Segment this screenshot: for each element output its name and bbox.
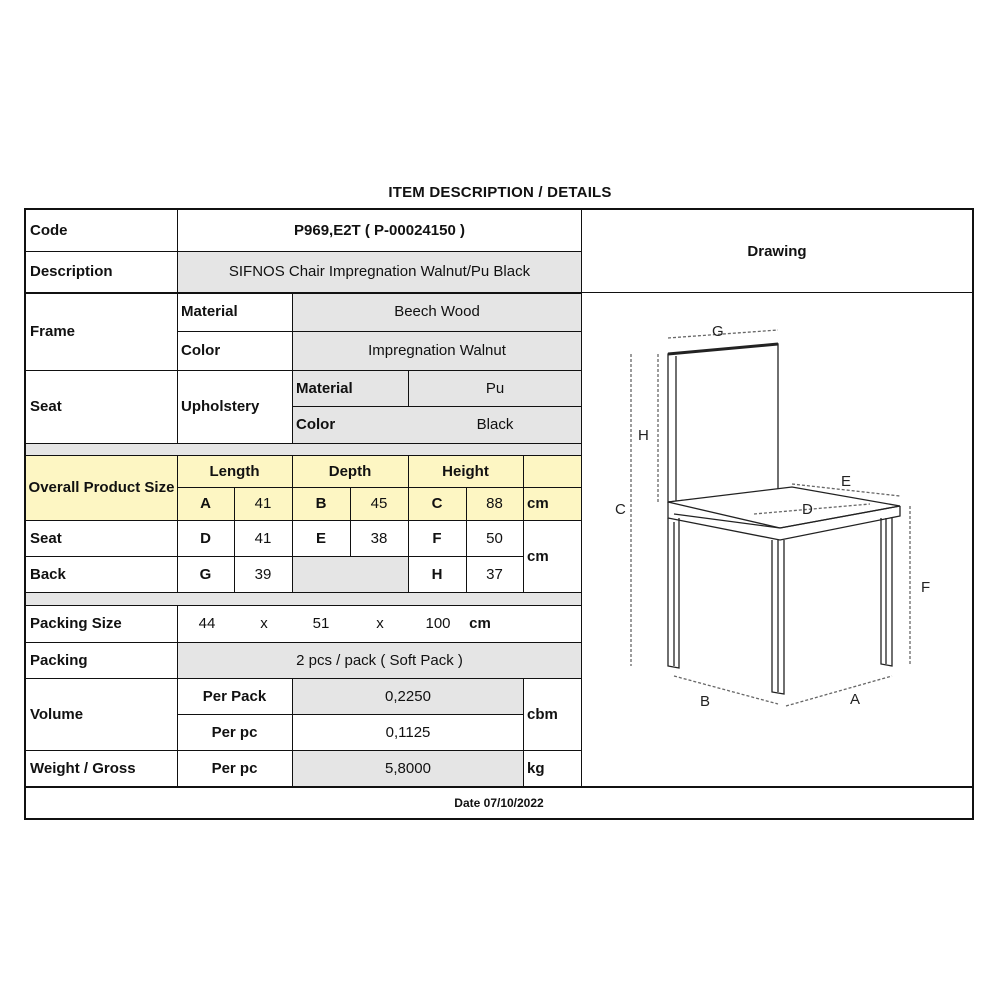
dim-c-label: C bbox=[431, 495, 443, 512]
document-title: ITEM DESCRIPTION / DETAILS bbox=[388, 184, 612, 201]
packing-size-label: Packing Size bbox=[30, 615, 122, 632]
depth-header: Depth bbox=[328, 463, 372, 480]
dim-b-label: B bbox=[315, 495, 327, 512]
seat-material-label: Material bbox=[296, 379, 353, 397]
weight-per-pc-label: Per pc bbox=[211, 760, 258, 777]
code-label: Code bbox=[30, 222, 68, 239]
overall-size-label: Overall Product Size bbox=[28, 479, 175, 496]
dim-a-label: A bbox=[200, 495, 211, 512]
drawing-label-f: F bbox=[921, 579, 931, 596]
chair-drawing bbox=[582, 292, 972, 787]
frame-label: Frame bbox=[30, 322, 76, 340]
frame-material-value: Beech Wood bbox=[394, 303, 480, 320]
dim-h-label: H bbox=[431, 565, 443, 583]
drawing-label-e: E bbox=[841, 473, 852, 490]
drawing-label-g: G bbox=[712, 323, 724, 340]
seat-color-value: Black bbox=[476, 416, 514, 433]
seat-back-unit: cm bbox=[527, 547, 549, 565]
dim-f-value: 50 bbox=[486, 529, 503, 547]
back-empty-bg bbox=[293, 556, 408, 592]
description-value: SIFNOS Chair Impregnation Walnut/Pu Black bbox=[228, 263, 531, 280]
drawing-label-d: D bbox=[802, 501, 813, 518]
spacer-row-bg-2 bbox=[26, 592, 581, 605]
packing-label: Packing bbox=[30, 651, 88, 669]
description-label: Description bbox=[30, 263, 113, 280]
grid-line bbox=[26, 443, 581, 444]
dim-e-value: 38 bbox=[370, 529, 388, 547]
spacer-row-bg bbox=[26, 443, 581, 455]
drawing-label-a: A bbox=[850, 691, 861, 708]
drawing-label-b: B bbox=[700, 693, 711, 710]
volume-per-pc-value: 0,1125 bbox=[385, 723, 431, 741]
drawing-label: Drawing bbox=[747, 242, 807, 260]
dim-d-value: 41 bbox=[254, 529, 272, 547]
drawing-label-h: H bbox=[638, 427, 649, 444]
dim-a-value: 41 bbox=[254, 495, 272, 512]
volume-per-pc-label: Per pc bbox=[211, 723, 258, 741]
weight-per-pc-value: 5,8000 bbox=[385, 760, 431, 777]
length-header: Length bbox=[209, 463, 260, 480]
seat-label: Seat bbox=[30, 398, 62, 415]
seat-upholstery-label: Upholstery bbox=[181, 398, 260, 415]
dim-g-label: G bbox=[199, 565, 212, 583]
dim-e-label: E bbox=[315, 529, 326, 547]
seat-material-value: Pu bbox=[485, 379, 505, 397]
packing-value: 2 pcs / pack ( Soft Pack ) bbox=[296, 651, 463, 669]
code-value: P969,E2T ( P-00024150 ) bbox=[294, 222, 465, 239]
packing-size-length: 44 bbox=[198, 615, 216, 632]
dim-c-value: 88 bbox=[486, 495, 503, 512]
volume-per-pack-label: Per Pack bbox=[202, 687, 267, 705]
packing-size-unit: cm bbox=[469, 615, 491, 632]
drawing-label-c: C bbox=[615, 501, 626, 518]
dim-d-label: D bbox=[200, 529, 211, 547]
seat-dims-label: Seat bbox=[30, 529, 62, 547]
date-footer: Date 07/10/2022 bbox=[454, 796, 544, 810]
dim-f-label: F bbox=[432, 529, 442, 547]
dim-b-value: 45 bbox=[370, 495, 388, 512]
grid-line bbox=[26, 592, 581, 593]
seat-color-label: Color bbox=[296, 416, 336, 433]
packing-size-x1: x bbox=[260, 615, 268, 632]
weight-unit: kg bbox=[527, 760, 545, 777]
overall-unit: cm bbox=[527, 495, 549, 512]
back-dims-label: Back bbox=[30, 565, 66, 583]
weight-label: Weight / Gross bbox=[30, 760, 136, 777]
dim-h-value: 37 bbox=[486, 565, 503, 583]
frame-color-value: Impregnation Walnut bbox=[368, 342, 506, 359]
packing-size-x2: x bbox=[376, 615, 384, 632]
height-header: Height bbox=[442, 463, 489, 480]
volume-label: Volume bbox=[30, 705, 84, 723]
volume-per-pack-value: 0,2250 bbox=[385, 687, 431, 705]
dim-g-value: 39 bbox=[254, 565, 272, 583]
volume-unit: cbm bbox=[527, 705, 558, 723]
frame-color-label: Color bbox=[181, 342, 221, 359]
packing-size-height: 100 bbox=[425, 615, 451, 632]
frame-material-label: Material bbox=[181, 303, 238, 320]
packing-size-width: 51 bbox=[312, 615, 330, 632]
